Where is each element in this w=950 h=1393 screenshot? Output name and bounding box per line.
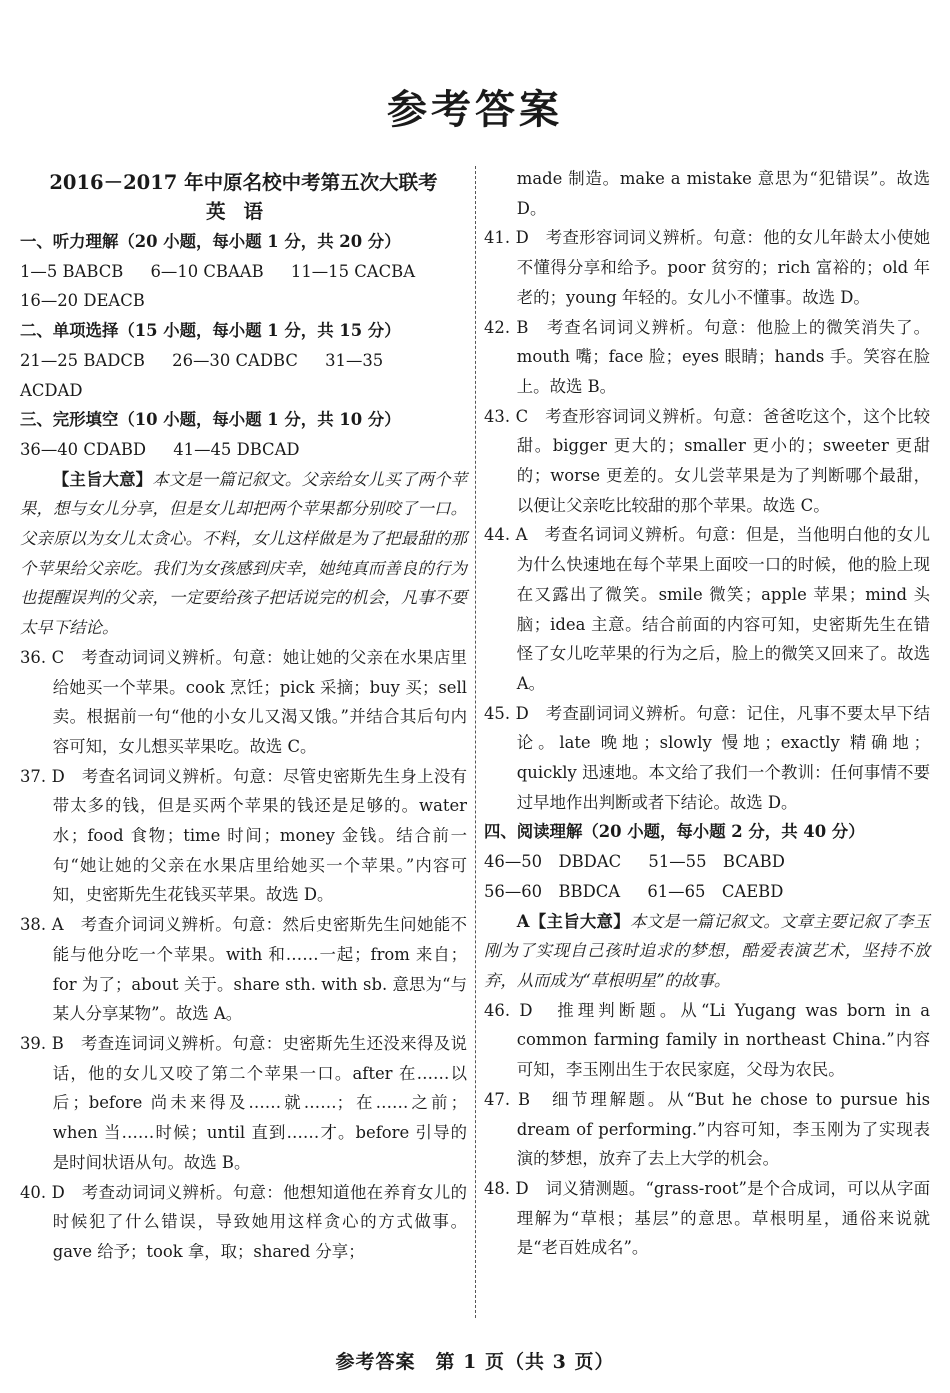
answer-group: 6—10 CBAAB <box>150 261 264 281</box>
answer-group: 11—15 CACBA <box>290 261 416 281</box>
exam-title: 2016－2017 年中原名校中考第五次大联考 <box>49 171 438 194</box>
answer-group: 16—20 DEACB <box>20 291 145 311</box>
summary-text: 本文是一篇记叙文。文章主要记叙了李玉刚为了实现自己孩时追求的梦想，酷爱表演艺术，坚持不放弃，从而成为“草根明星”的故事。 <box>484 911 931 990</box>
page-footer: 参考答案 第 1 页（共 3 页） <box>335 1351 615 1373</box>
answer-group: 51—55 BCABD <box>648 852 785 872</box>
subject-title: 英语 <box>205 200 281 223</box>
answer-explanation: 41. D 考查形容词词义辨析。句意：他的女儿年龄太小使她不懂得分享和给予。poor 贫穷的；rich 富裕的；old 年老的；young 年轻的。女儿小不懂事。故选 D。 <box>484 228 930 307</box>
answer-row <box>20 286 467 316</box>
answer-explanation: 42. B 考查名词词义辨析。句意：他脸上的微笑消失了。mouth 嘴；face 脸；eyes 眼睛；hands 手。笑容在脸上。故选 B。 <box>484 317 930 396</box>
answer-group: 31—35 ACDAD <box>20 350 384 400</box>
section-heading: 二、单项选择（15 小题，每小题 1 分，共 15 分） <box>20 321 401 341</box>
answer-explanation: 38. A 考查介词词义辨析。句意：然后史密斯先生问她能不能与他分吃一个苹果。with 和……一起；from 来自；for 为了；about 关于。share sth. with sb. 意思为“与某人分享某物”。故选 A。 <box>20 915 467 1024</box>
answer-row <box>20 257 467 287</box>
explanation-continuation: made 制造。make a mistake 意思为“犯错误”。故选 D。 <box>516 169 930 218</box>
section-heading: 四、阅读理解（20 小题，每小题 2 分，共 40 分） <box>484 822 865 842</box>
answer-group: 41—45 DBCAD <box>173 439 300 459</box>
summary-label: 【主旨大意】 <box>52 469 153 489</box>
answer-explanation: 43. C 考查形容词词义辨析。句意：爸爸吃这个，这个比较甜。bigger 更大的；smaller 更小的；sweeter 更甜的；worse 更差的。女儿尝苹果是为了判断哪个最甜，以便让父亲吃比较甜的那个苹果。故选 C。 <box>484 406 930 515</box>
answer-explanation: 40. D 考查动词词义辨析。句意：他想知道他在养育女儿的时候犯了什么错误，导致她用这样贪心的方式做事。gave 给予；took 拿，取；shared 分享； <box>20 1182 467 1261</box>
answer-explanation: 37. D 考查名词词义辨析。句意：尽管史密斯先生身上没有带太多的钱，但是买两个苹果的钱还是足够的。water 水；food 食物；time 时间；money 金钱。结合前一句“她让她的父亲在水果店里给她买一个苹果。”内容可知，史密斯先生花钱买苹果。故选 D。 <box>20 766 467 905</box>
answer-explanation: 48. D 词义猜测题。“grass-root”是个合成词，可以从字面理解为“草根；基层”的意思。草根明星，通俗来说就是“老百姓成名”。 <box>484 1178 930 1258</box>
answer-explanation: 47. B 细节理解题。从“But he chose to pursue his dream of performing.”内容可知，李玉刚为了实现表演的梦想，放弃了去上大学的机会。 <box>484 1089 930 1169</box>
section-heading: 三、完形填空（10 小题，每小题 1 分，共 10 分） <box>20 410 401 430</box>
answer-group: 1—5 BABCB <box>20 261 124 281</box>
summary-text: 本文是一篇记叙文。父亲给女儿买了两个苹果，想与女儿分享，但是女儿却把两个苹果都分别咬了一口。父亲原以为女儿太贪心。不料，女儿这样做是为了把最甜的那个苹果给父亲吃。我们为女孩感到庆幸，她纯真而善良的行为也提醒误判的父亲，一定要给孩子把话说完的机会，凡事不要太早下结论。 <box>20 469 467 638</box>
answer-row <box>20 346 467 405</box>
answer-explanation: 45. D 考查副词词义辨析。句意：记住，凡事不要太早下结论。late 晚地；slowly 慢地；exactly 精确地；quickly 迅速地。本文给了我们一个教训：任何事情不要过早地作出判断或者下结论。故选 D。 <box>484 703 930 812</box>
summary-paragraph <box>20 465 467 643</box>
answer-row <box>20 435 467 465</box>
answer-explanation: 44. A 考查名词词义辨析。句意：但是，当他明白他的女儿为什么快速地在每个苹果上面咬一口的时候，他的脸上现在又露出了微笑。smile 微笑；apple 苹果；mind 头脑；idea 主意。结合前面的内容可知，史密斯先生在错怪了女儿吃苹果的行为之后，脸上的微笑又回来了。故选 A。 <box>484 525 930 693</box>
answer-explanation: 36. C 考查动词词义辨析。句意：她让她的父亲在水果店里给她买一个苹果。cook 烹饪；pick 采摘；buy 买；sell 卖。根据前一句“他的小女儿又渴又饿。”并结合其后句内容可知，女儿想买苹果吃。故选 C。 <box>20 647 467 756</box>
summary-paragraph <box>484 907 930 996</box>
answer-row <box>484 877 930 907</box>
column-divider <box>475 166 476 1318</box>
answer-row <box>484 847 930 877</box>
right-column <box>484 164 930 1263</box>
answer-group: 61—65 CAEBD <box>647 881 784 901</box>
answer-explanation: 46. D 推理判断题。从“Li Yugang was born in a common farming family in northeast China.”内容可知，李玉刚出生于农民家庭，父母为农民。 <box>484 1000 930 1080</box>
summary-label: A【主旨大意】 <box>516 911 630 931</box>
answer-group: 46—50 DBDAC <box>484 852 622 872</box>
answer-group: 36—40 CDABD <box>20 439 147 459</box>
answer-explanation: 39. B 考查连词词义辨析。句意：史密斯先生还没来得及说话，他的女儿又咬了第二个苹果一口。after 在……以后；before 尚未来得及……就……；在……之前；when 当……时候；until 直到……才。before 引导的是时间状语从句。故选 B。 <box>20 1033 467 1172</box>
answer-group: 21—25 BADCB <box>20 350 145 370</box>
page-title: 参考答案 <box>387 86 563 133</box>
answer-group: 56—60 BBDCA <box>484 881 621 901</box>
left-column <box>20 164 467 1267</box>
answer-group: 26—30 CADBC <box>172 350 298 370</box>
section-heading: 一、听力理解（20 小题，每小题 1 分，共 20 分） <box>20 232 401 251</box>
